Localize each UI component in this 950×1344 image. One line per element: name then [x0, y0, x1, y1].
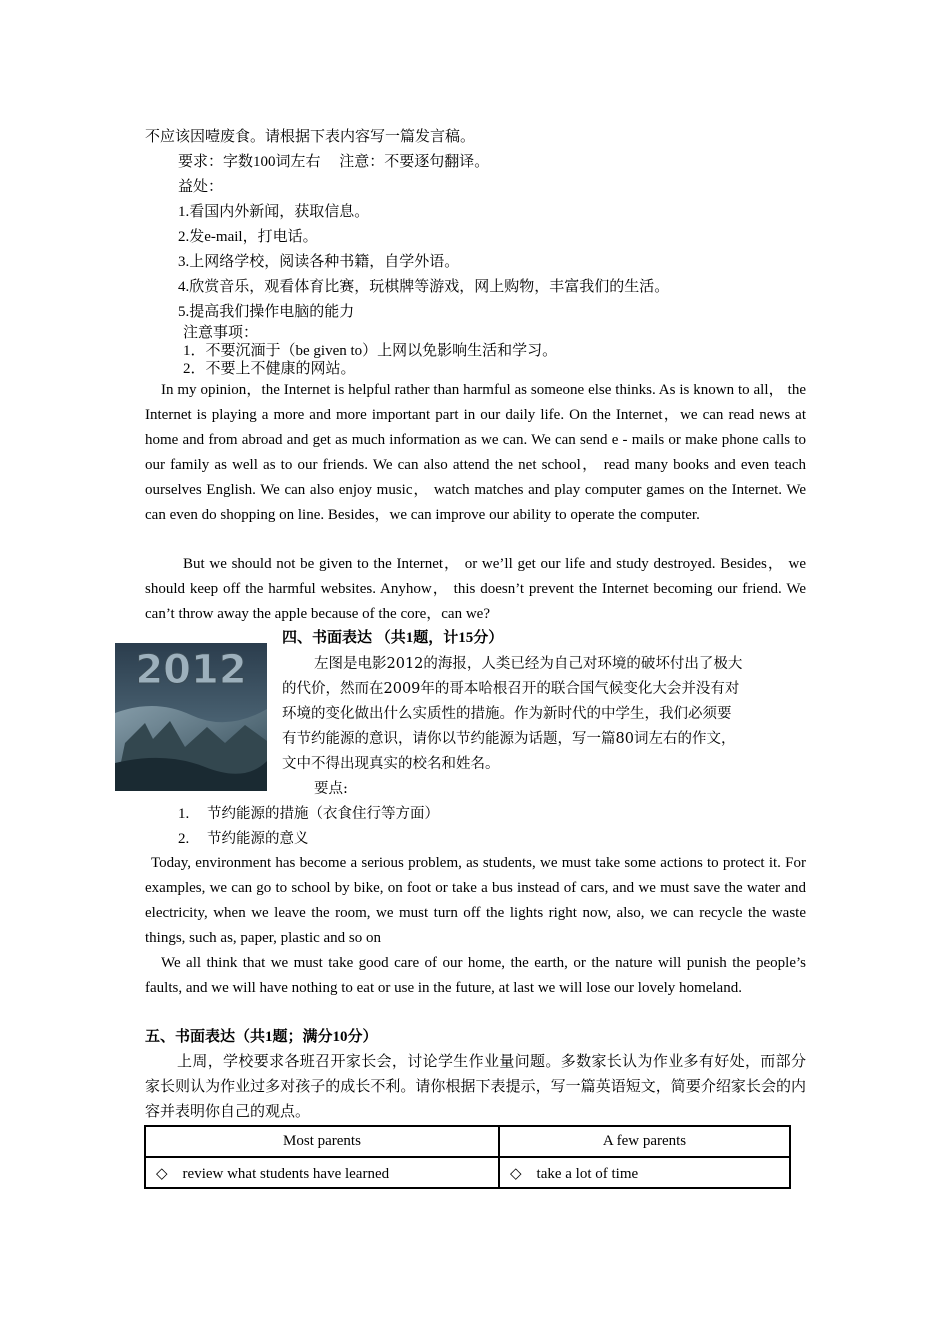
header-most-parents: Most parents	[145, 1126, 499, 1157]
section5-prompt: 上周，学校要求各班召开家长会，讨论学生作业量问题。多数家长认为作业多有好处，而部分家长则认为作业过多对孩子的成长不利。请你根据下表提示，写一篇英语短文，简要介绍家长会的内容并表明你自己的观点。	[145, 1054, 806, 1120]
section4-prompt-line: 左图是电影2012的海报，人类已经为自己对环境的破坏付出了极大	[314, 656, 743, 672]
intro-tail: 不应该因噎废食。请根据下表内容写一篇发言稿。	[145, 129, 476, 145]
essay1-paragraph: In my opinion，the Internet is helpful rather than harmful as someone else thinks. As is known to all， the Internet is playing a more and more important part in our daily life. On the Internet，we can read news at home and from abroad and get as much information as we can. We can send e - mails or make phone calls to our family as well as to our friends. We can also attend the net school， read many books and even teach ourselves English. We can also enjoy music， watch matches and play computer games on the Internet. We can even do shopping on line. Besides，we can improve our ability to operate the computer.	[145, 382, 806, 523]
requirements-line: 要求：字数100词左右 注意：不要逐句翻译。	[178, 154, 490, 170]
essay2-paragraph: Today, environment has become a serious problem, as students, we must take some actions to protect it. For examples, we can go to school by bike, on foot or take a bus instead of cars, and we must save the water and electricity, when we leave the room, we must turn off the lights right now, also, we can recycle the waste things, such as, paper, plastic and so on	[145, 855, 806, 946]
note-item: 1．不要沉湎于（be given to）上网以免影响生活和学习。	[183, 343, 558, 359]
header-few-parents: A few parents	[499, 1126, 790, 1157]
section5-title: 五、书面表达（共1题；满分10分）	[145, 1029, 378, 1045]
section4-prompt-line: 环境的变化做出什么实质性的措施。作为新时代的中学生，我们必须要	[282, 706, 732, 722]
table-cell: ◇ review what students have learned	[145, 1157, 499, 1188]
section4-prompt-line: 有节约能源的意识，请你以节约能源为话题，写一篇80词左右的作文，	[282, 731, 736, 747]
essay1-paragraph: But we should not be given to the Internet， or we’ll get our life and study destroyed. Besides， we should keep off the harmful websites. Anyhow， this doesn’t prevent the Internet becoming our friend. We can’t throw away the apple because of the core，can we?	[145, 556, 806, 622]
benefit-item: 5.提高我们操作电脑的能力	[178, 304, 355, 320]
benefit-item: 2.发e-mail，打电话。	[178, 229, 318, 245]
notes-title: 注意事项：	[183, 325, 259, 341]
table-row	[145, 1157, 790, 1188]
section4-title: 四、书面表达 （共1题，计15分）	[282, 630, 504, 646]
table-cell: ◇ take a lot of time	[499, 1157, 790, 1188]
note-item: 2．不要上不健康的网站。	[183, 361, 356, 377]
poster-image	[115, 643, 267, 791]
section4-prompt-line: 文中不得出现真实的校名和姓名。	[282, 756, 500, 772]
parents-table	[144, 1125, 791, 1189]
benefit-item: 1.看国内外新闻，获取信息。	[178, 204, 370, 220]
benefit-item: 3.上网络学校，阅读各种书籍，自学外语。	[178, 254, 460, 270]
poster-title: 2012	[135, 647, 247, 693]
section4-prompt-line: 的代价，然而在2009年的哥本哈根召开的联合国气候变化大会并没有对	[282, 681, 740, 697]
point-number: 1.	[178, 806, 190, 822]
table-header-row	[145, 1126, 790, 1157]
point-text: 节约能源的措施（衣食住行等方面）	[207, 806, 439, 822]
essay2-paragraph: We all think that we must take good care of our home, the earth, or the nature will punish the people’s faults, and we will have nothing to eat or use in the future, at last we will lose our lovely homeland.	[145, 955, 806, 996]
point-number: 2.	[178, 831, 190, 847]
benefit-item: 4.欣赏音乐，观看体育比赛，玩棋牌等游戏，网上购物，丰富我们的生活。	[178, 279, 670, 295]
point-text: 节约能源的意义	[207, 831, 309, 847]
points-title: 要点:	[314, 781, 348, 797]
benefits-title: 益处：	[178, 179, 224, 195]
